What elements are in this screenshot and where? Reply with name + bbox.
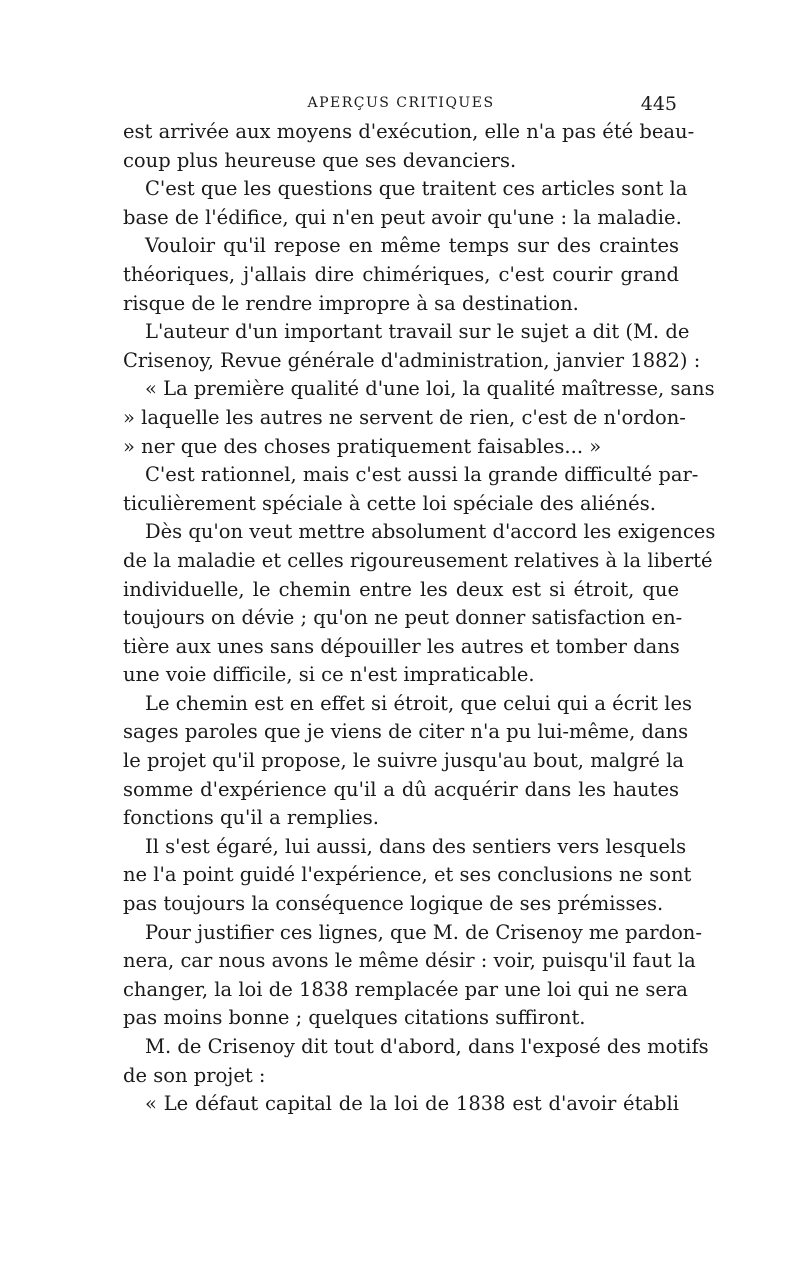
text-line: de son projet : — [123, 1063, 266, 1087]
page-number: 445 — [640, 93, 677, 115]
text-line: » laquelle les autres ne servent de rien, c'est de n'ordon- — [123, 405, 686, 429]
text-line: pas moins bonne ; quelques citations suffiront. — [123, 1006, 586, 1030]
page-header — [123, 93, 679, 117]
text-line: ticulièrement spéciale à cette loi spéciale des aliénés. — [123, 491, 656, 515]
text-line: une voie difficile, si ce n'est impraticable. — [123, 663, 535, 687]
text-line: » ner que des choses pratiquement faisables... » — [123, 434, 602, 458]
text-line: théoriques, j'allais dire chimériques, c'est courir grand — [123, 262, 679, 286]
text-line: Crisenoy, Revue générale d'administration, janvier 1882) : — [123, 348, 701, 372]
text-line: « La première qualité d'une loi, la qualité maîtresse, sans — [145, 377, 715, 401]
text-line: M. de Crisenoy dit tout d'abord, dans l'exposé des motifs — [145, 1035, 709, 1058]
text-line: Vouloir qu'il repose en même temps sur des craintes — [145, 234, 679, 258]
text-line: sages paroles que je viens de citer n'a pu lui-même, dans — [123, 720, 689, 744]
text-line: de la maladie et celles rigoureusement relatives à la liberté — [123, 548, 713, 572]
body-text — [123, 118, 716, 1119]
text-line: somme d'expérience qu'il a dû acquérir dans les hautes — [123, 777, 679, 801]
text-line: risque de le rendre impropre à sa destination. — [123, 291, 579, 315]
text-line: L'auteur d'un important travail sur le sujet a dit (M. de — [145, 320, 690, 344]
text-line: C'est que les questions que traitent ces articles sont la — [145, 177, 688, 201]
text-line: tière aux unes sans dépouiller les autres et tomber dans — [123, 634, 680, 658]
text-line: C'est rationnel, mais c'est aussi la grande difficulté par- — [145, 463, 699, 487]
text-line: toujours on dévie ; qu'on ne peut donner satisfaction en- — [123, 606, 683, 630]
text-line: coup plus heureuse que ses devanciers. — [123, 148, 517, 172]
text-line: ne l'a point guidé l'expérience, et ses conclusions ne sont — [123, 863, 692, 887]
text-line: Il s'est égaré, lui aussi, dans des sentiers vers lesquels — [145, 834, 687, 858]
text-line: fonctions qu'il a remplies. — [123, 806, 379, 830]
text-line: changer, la loi de 1838 remplacée par une loi qui ne sera — [123, 977, 688, 1001]
text-line: le projet qu'il propose, le suivre jusqu'au bout, malgré la — [123, 749, 684, 773]
text-line: Le chemin est en effet si étroit, que celui qui a écrit les — [145, 691, 692, 715]
running-head: APERÇUS CRITIQUES — [307, 95, 495, 111]
text-line: « Le défaut capital de la loi de 1838 est d'avoir établi — [145, 1092, 679, 1116]
text-line: pas toujours la conséquence logique de ses prémisses. — [123, 892, 664, 916]
text-line: nera, car nous avons le même désir : voir, puisqu'il faut la — [123, 949, 696, 973]
text-line: individuelle, le chemin entre les deux est si étroit, que — [123, 577, 679, 601]
text-line: Pour justifier ces lignes, que M. de Crisenoy me pardon- — [145, 920, 702, 944]
text-line: Dès qu'on veut mettre absolument d'accord les exigences — [145, 520, 716, 544]
text-line: est arrivée aux moyens d'exécution, elle n'a pas été beau- — [123, 120, 695, 143]
text-line: base de l'édifice, qui n'en peut avoir qu'une : la maladie. — [123, 205, 682, 229]
